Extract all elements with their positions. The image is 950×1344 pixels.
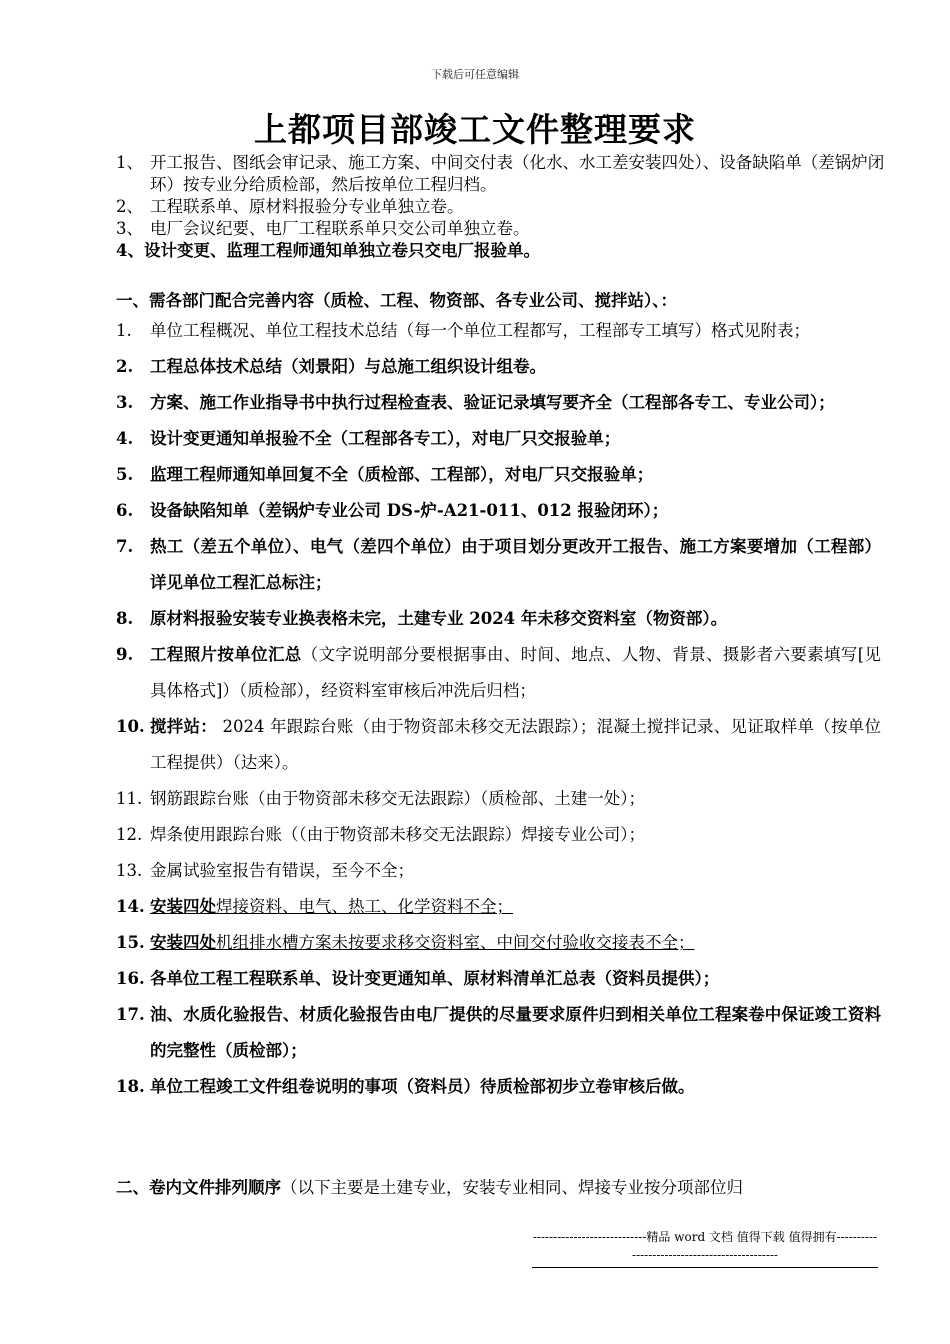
list-item: [116, 637, 881, 709]
list-item-number: 8.: [116, 609, 134, 628]
list-item: [116, 925, 881, 961]
intro-item: [116, 196, 886, 218]
list-item-body: 热工（差五个单位）、电气（差四个单位）由于项目划分更改开工报告、施工方案要增加（工程部）详见单位工程汇总标注；: [150, 537, 881, 592]
list-item: [116, 853, 881, 889]
list-item-body: 焊条使用跟踪台账（（由于物资部未移交无法跟踪）焊接专业公司）；: [150, 825, 645, 844]
list-item: [116, 997, 881, 1069]
section-heading-2-title: 二、卷内文件排列顺序: [116, 1178, 281, 1197]
list-item-body: 原材料报验安装专业换表格未完，土建专业 2024 年未移交资料室（物资部）。: [150, 609, 728, 628]
list-item-text: [150, 457, 881, 493]
list-item-text: [150, 853, 881, 889]
list-item-number: 4.: [116, 429, 134, 448]
list-item-number: 10.: [116, 717, 145, 736]
list-item-body: 方案、施工作业指导书中执行过程检查表、验证记录填写要齐全（工程部各专工、专业公司）；: [150, 393, 835, 412]
list-item: [116, 601, 881, 637]
intro-item-number: 2、: [116, 197, 143, 216]
list-item-number: 2.: [116, 357, 134, 376]
list-item-body: 设计变更通知单报验不全（工程部各专工），对电厂只交报验单；: [150, 429, 621, 448]
list-item: [116, 817, 881, 853]
page-title: 上都项目部竣工文件整理要求: [254, 110, 696, 149]
list-item-body: 监理工程师通知单回复不全（质检部、工程部），对电厂只交报验单；: [150, 465, 654, 484]
list-item: [116, 349, 881, 385]
list-item-text: [150, 961, 881, 997]
list-item-number: 3.: [116, 393, 134, 412]
list-item-number: 13.: [116, 861, 143, 880]
list-item-number: 11.: [116, 789, 143, 808]
list-item-number: 12.: [116, 825, 143, 844]
list-item: [116, 1069, 881, 1105]
intro-item: [116, 240, 886, 262]
list-item-number: 1.: [116, 321, 132, 340]
intro-item-text: 4、设计变更、监理工程师通知单独立卷只交电厂报验单。: [116, 241, 540, 260]
list-item-body: 各单位工程工程联系单、设计变更通知单、原材料清单汇总表（资料员提供）；: [150, 969, 720, 988]
list-item-text: [150, 997, 881, 1069]
list-item: [116, 385, 881, 421]
header-note: 下载后可任意编辑: [431, 68, 519, 81]
list-item-text: [150, 349, 881, 385]
list-item-text: [150, 637, 881, 709]
list-item: [116, 421, 881, 457]
list-item-body: 油、水质化验报告、材质化验报告由电厂提供的尽量要求原件归到相关单位工程案卷中保证竣工资料的完整性（质检部）；: [150, 1005, 881, 1060]
intro-item: [116, 218, 886, 240]
list-item-body: 设备缺陷知单（差锅炉专业公司 DS-炉-A21-011、012 报验闭环）；: [150, 501, 669, 520]
intro-item-text: 电厂会议纪要、电厂工程联系单只交公司单独立卷。: [150, 219, 530, 238]
intro-item-number: 1、: [116, 153, 143, 172]
list-item-text: [150, 529, 881, 601]
list-item-number: 6.: [116, 501, 134, 520]
list-item-body: 单位工程竣工文件组卷说明的事项（资料员）待质检部初步立卷审核后做。: [150, 1077, 695, 1096]
list-item-text: [150, 1069, 881, 1105]
intro-list: [116, 152, 886, 262]
list-item-text: [150, 493, 881, 529]
list-item-text: [150, 889, 881, 925]
list-item-body: （文字说明部分要根据事由、时间、地点、人物、背景、摄影者六要素填写[见具体格式]）（质检部），经资料室审核后冲洗后归档；: [150, 645, 882, 700]
list-item-body: 金属试验室报告有错误，至今不全；: [150, 861, 414, 880]
list-item-number: 9.: [116, 645, 134, 664]
list-item-text: [150, 313, 881, 349]
list-item-lead: 安装四处: [150, 933, 216, 952]
list-item: [116, 889, 881, 925]
list-item: [116, 493, 881, 529]
list-item: [116, 313, 881, 349]
list-item-number: 7.: [116, 537, 134, 556]
list-item-body: 工程总体技术总结（刘景阳）与总施工组织设计组卷。: [150, 357, 546, 376]
requirement-list: [116, 313, 881, 1105]
section-heading-2-text: （以下主要是土建专业，安装专业相同、焊接专业按分项部位归: [281, 1178, 743, 1197]
list-item-text: [150, 709, 881, 781]
list-item: [116, 529, 881, 601]
list-item-lead: 搅拌站：: [150, 717, 217, 736]
list-item-text: [150, 601, 881, 637]
footer-note: ----------------------------精品 word 文档 值得下载 值得拥有----------------------------------------------: [532, 1228, 878, 1268]
list-item-number: 5.: [116, 465, 134, 484]
list-item-text: [150, 385, 881, 421]
list-item: [116, 961, 881, 997]
intro-item-text: 开工报告、图纸会审记录、施工方案、中间交付表（化水、水工差安装四处）、设备缺陷单（差锅炉闭环）按专业分给质检部，然后按单位工程归档。: [150, 153, 885, 194]
list-item-text: [150, 925, 881, 961]
intro-item-text: 工程联系单、原材料报验分专业单独立卷。: [150, 197, 464, 216]
list-item-number: 16.: [116, 969, 145, 988]
list-item-lead: 安装四处: [150, 897, 216, 916]
list-item-body: 钢筋跟踪台账（由于物资部未移交无法跟踪）（质检部、土建一处）；: [150, 789, 645, 808]
list-item-text: [150, 817, 881, 853]
list-item-number: 18.: [116, 1077, 145, 1096]
list-item-body: 单位工程概况、单位工程技术总结（每一个单位工程都写，工程部专工填写）格式见附表；: [150, 321, 810, 340]
list-item: [116, 709, 881, 781]
list-item-number: 15.: [116, 933, 145, 952]
list-item-text: [150, 421, 881, 457]
intro-item: [116, 152, 886, 196]
intro-item-number: 3、: [116, 219, 143, 238]
list-item-number: 14.: [116, 897, 145, 916]
list-item-text: [150, 781, 881, 817]
list-item-number: 17.: [116, 1005, 145, 1024]
list-item-body: 焊接资料、电气、热工、化学资料不全；: [216, 897, 513, 916]
list-item-body: 机组排水槽方案未按要求移交资料室、中间交付验收交接表不全；: [216, 933, 695, 952]
list-item: [116, 457, 881, 493]
list-item: [116, 781, 881, 817]
list-item-body: 2024 年跟踪台账（由于物资部未移交无法跟踪）；混凝土搅拌记录、见证取样单（按单位工程提供）（达来）。: [150, 717, 882, 772]
list-item-lead: 工程照片按单位汇总: [150, 645, 302, 664]
section-heading-2: [116, 1176, 881, 1200]
section-heading-1: 一、需各部门配合完善内容（质检、工程、物资部、各专业公司、搅拌站）、：: [116, 291, 677, 310]
